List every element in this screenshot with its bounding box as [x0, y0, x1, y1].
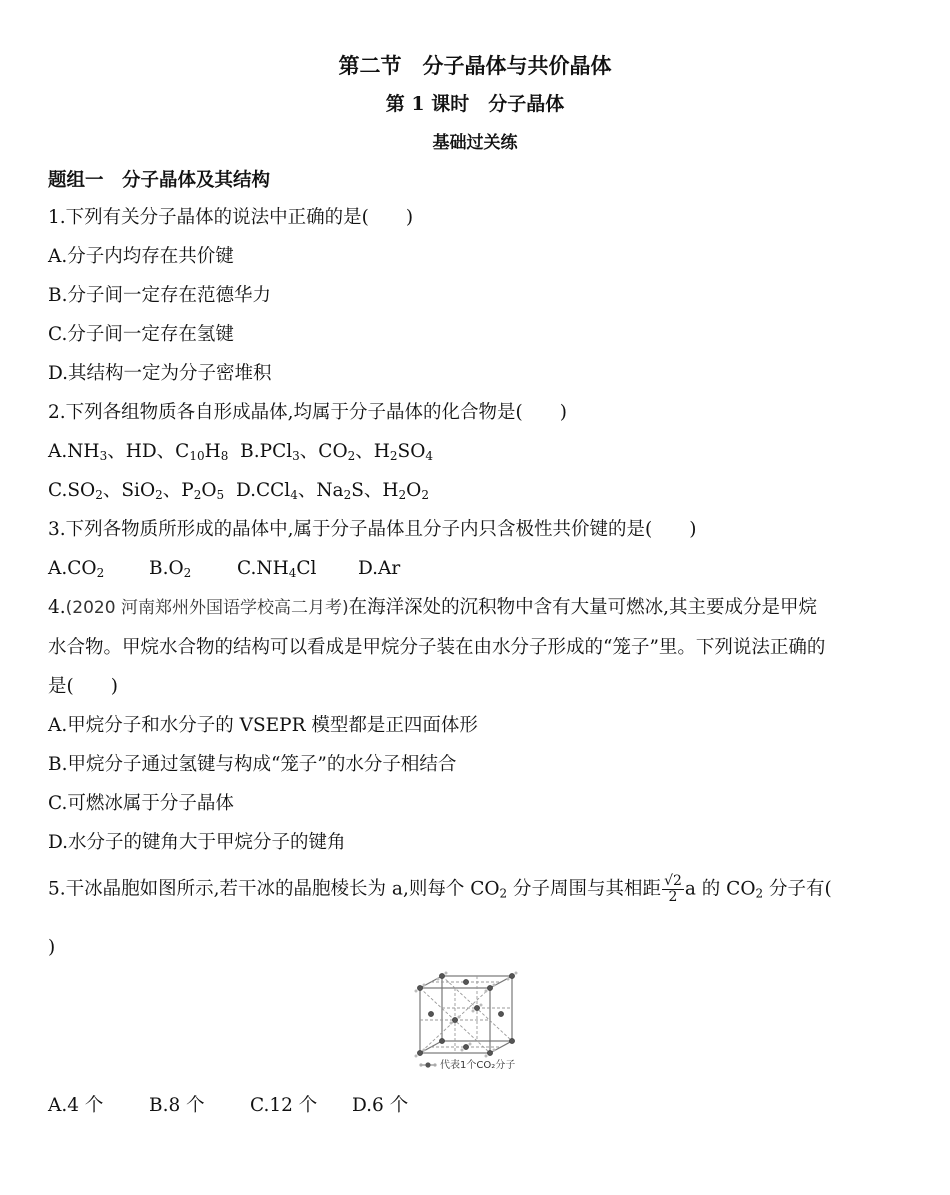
q2-option-b: B.PCl$_3$、$CO_2$、$H_2SO_4$	[240, 441, 434, 463]
dry-ice-unit-cell-figure	[400, 968, 550, 1078]
q4-stem-text: 在海洋深处的沉积物中含有大量可燃冰,其主要成分是甲烷	[348, 597, 817, 618]
q5-stem-part4: 分子有(	[763, 878, 832, 900]
q3-option-b: $B.O_2$	[149, 558, 192, 580]
q5-stem-line2: )	[48, 937, 56, 958]
q4-stem-line3: 是( )	[48, 676, 118, 697]
practice-label: 基础过关练	[432, 133, 518, 153]
q4-stem-line1	[48, 596, 817, 620]
q3-option-a: $A.CO_2$	[48, 558, 105, 580]
group1-title: 题组一 分子晶体及其结构	[48, 170, 271, 191]
figure-legend	[419, 1058, 515, 1071]
lesson-title: 第 1 课时 分子晶体	[385, 93, 565, 115]
q1-option-d: D.其结构一定为分子密堆积	[48, 363, 272, 384]
q1-stem: 1.下列有关分子晶体的说法中正确的是( )	[48, 207, 414, 228]
q3-stem: 3.下列各物质所形成的晶体中,属于分子晶体且分子内只含极性共价键的是( )	[48, 519, 697, 540]
sqrt2-over-2-fraction	[662, 874, 684, 905]
q2-options-row1	[48, 440, 433, 464]
q5-stem-part1: 5.干冰晶胞如图所示,若干冰的晶胞棱长为 a,则每个 CO	[48, 878, 500, 900]
q2-option-c: $C.SO_2$、SiO$_2$、$P_2O_5$	[48, 480, 225, 502]
q4-number: 4.	[48, 597, 66, 618]
q5-options	[48, 1094, 408, 1118]
q1-option-c: C.分子间一定存在氢键	[48, 324, 234, 345]
q4-option-d: D.水分子的键角大于甲烷分子的键角	[48, 832, 346, 853]
fraction-numerator: √2	[664, 873, 682, 889]
q2-option-a: $A.NH_3$、HD、$C_{10}H_8$	[48, 441, 229, 463]
q4-option-a: A.甲烷分子和水分子的 VSEPR 模型都是正四面体形	[48, 715, 478, 736]
q1-option-b: B.分子间一定存在范德华力	[48, 285, 271, 306]
q5-option-d: D.6 个	[352, 1095, 409, 1116]
figure-caption: 代表1个CO₂分子	[440, 1060, 516, 1071]
q5-option-c: C.12 个	[250, 1095, 318, 1116]
q3-option-c: $C.NH_4Cl$	[237, 558, 317, 580]
fraction-denominator: 2	[668, 889, 678, 905]
q5-option-b: B.8 个	[149, 1095, 205, 1116]
q2-option-d: D.CCl$_4$、$Na_2S$、$H_2O_2$	[235, 480, 429, 502]
q4-option-b: B.甲烷分子通过氢键与构成“笼子”的水分子相结合	[48, 754, 457, 775]
q2-options-row2	[48, 479, 429, 503]
q5-option-a: A.4 个	[48, 1095, 104, 1116]
q3-option-d: D.Ar	[358, 558, 401, 579]
q4-source: (2020 河南郑州外国语学校高二月考)	[65, 598, 349, 618]
q5-stem: 5.干冰晶胞如图所示,若干冰的晶胞棱长为 a,则每个 $CO_2$ 分子周围与其相距 $\frac{√2}{2}$ a 的 $CO_2$ 分子有(	[48, 873, 832, 905]
q4-stem-line2: 水合物。甲烷水合物的结构可以看成是甲烷分子装在由水分子形成的“笼子”里。下列说法正确的	[48, 637, 826, 658]
q2-stem: 2.下列各组物质各自形成晶体,均属于分子晶体的化合物是( )	[48, 402, 567, 423]
q5-stem-part3: a 的 CO	[684, 878, 756, 900]
q5-stem-part2: 分子周围与其相距	[507, 878, 662, 900]
q1-option-a: A.分子内均存在共价键	[48, 246, 234, 267]
q4-option-c: C.可燃冰属于分子晶体	[48, 793, 234, 814]
section-title: 第二节 分子晶体与共价晶体	[338, 53, 612, 78]
q3-options	[48, 557, 400, 581]
